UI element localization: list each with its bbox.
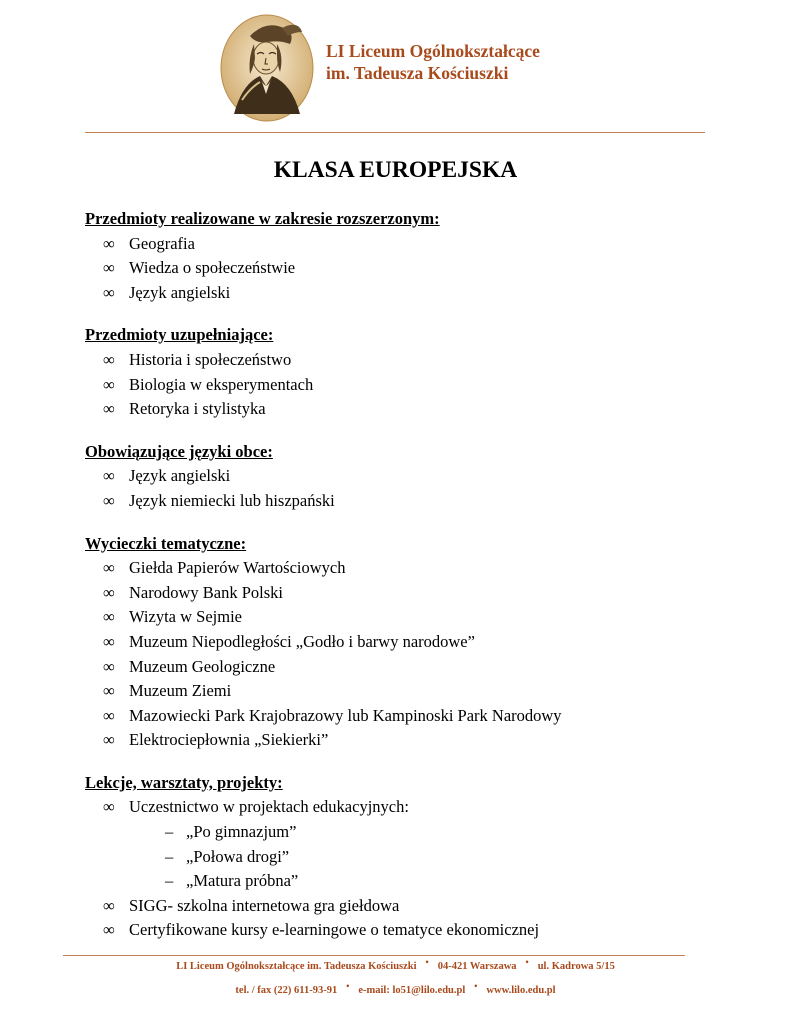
document-body bbox=[85, 207, 725, 943]
infinity-bullet-icon: ∞ bbox=[103, 631, 115, 651]
list-item-text: Uczestnictwo w projektach edukacyjnych: bbox=[129, 797, 409, 817]
footer-separator: • bbox=[425, 957, 429, 967]
dash-bullet-icon: – bbox=[165, 822, 174, 842]
infinity-bullet-icon: ∞ bbox=[103, 797, 115, 817]
school-name bbox=[326, 40, 540, 84]
bullet-list bbox=[85, 795, 725, 943]
list-item bbox=[85, 581, 725, 606]
list-item bbox=[85, 489, 725, 514]
sublist-item bbox=[85, 820, 725, 845]
infinity-bullet-icon: ∞ bbox=[103, 920, 115, 940]
infinity-bullet-icon: ∞ bbox=[103, 681, 115, 701]
infinity-bullet-icon: ∞ bbox=[103, 656, 115, 676]
footer-address bbox=[0, 957, 791, 972]
infinity-bullet-icon: ∞ bbox=[103, 399, 115, 419]
page-title: KLASA EUROPEJSKA bbox=[273, 157, 518, 183]
list-item bbox=[85, 918, 725, 943]
list-item-text: Certyfikowane kursy e-learningowe o tematyce ekonomicznej bbox=[129, 920, 540, 940]
list-item bbox=[85, 281, 725, 306]
dash-bullet-icon: – bbox=[165, 846, 174, 866]
list-item-text: Język angielski bbox=[129, 466, 231, 486]
infinity-bullet-icon: ∞ bbox=[103, 349, 115, 369]
infinity-bullet-icon: ∞ bbox=[103, 705, 115, 725]
list-item-text: Muzeum Niepodległości „Godło i barwy narodowe” bbox=[129, 631, 475, 651]
header-divider bbox=[85, 132, 705, 133]
list-item-text: Wiedza o społeczeństwie bbox=[129, 258, 296, 278]
section bbox=[85, 323, 725, 421]
sublist-item-text: „Po gimnazjum” bbox=[186, 822, 297, 842]
list-item-text: SIGG- szkolna internetowa gra giełdowa bbox=[129, 895, 400, 915]
list-item bbox=[85, 704, 725, 729]
section bbox=[85, 440, 725, 514]
section-heading: Wycieczki tematyczne: bbox=[85, 533, 247, 553]
footer-contact bbox=[0, 981, 791, 996]
footer-school-name: LI Liceum Ogólnokształcące im. Tadeusza Kościuszki bbox=[176, 961, 417, 972]
footer-street: ul. Kadrowa 5/15 bbox=[537, 961, 615, 972]
section bbox=[85, 771, 725, 943]
footer-phone: tel. / fax (22) 611-93-91 bbox=[235, 985, 338, 996]
list-item bbox=[85, 679, 725, 704]
footer-email[interactable]: e-mail: lo51@lilo.edu.pl bbox=[358, 985, 466, 996]
list-item-text: Biologia w eksperymentach bbox=[129, 374, 314, 394]
list-item bbox=[85, 655, 725, 680]
list-item-text: Geografia bbox=[129, 233, 195, 253]
footer-website[interactable]: www.lilo.edu.pl bbox=[486, 985, 556, 996]
section-heading: Przedmioty uzupełniające: bbox=[85, 325, 274, 345]
infinity-bullet-icon: ∞ bbox=[103, 558, 115, 578]
footer-separator: • bbox=[525, 957, 529, 967]
sublist-item bbox=[85, 845, 725, 870]
footer-separator: • bbox=[474, 981, 478, 991]
section bbox=[85, 207, 725, 305]
list-item-text: Język angielski bbox=[129, 282, 231, 302]
list-item-text: Giełda Papierów Wartościowych bbox=[129, 558, 346, 578]
section-heading: Przedmioty realizowane w zakresie rozszerzonym: bbox=[85, 209, 440, 228]
sublist-container bbox=[85, 820, 725, 894]
list-item bbox=[85, 397, 725, 422]
list-item bbox=[85, 256, 725, 281]
school-name-line1: LI Liceum Ogólnokształcące bbox=[326, 41, 540, 61]
list-item bbox=[85, 348, 725, 373]
list-item bbox=[85, 464, 725, 489]
footer-city: 04-421 Warszawa bbox=[437, 961, 517, 972]
section-heading: Obowiązujące języki obce: bbox=[85, 441, 273, 461]
kosciuszko-portrait-icon bbox=[220, 14, 314, 122]
infinity-bullet-icon: ∞ bbox=[103, 374, 115, 394]
list-item bbox=[85, 795, 725, 820]
bullet-list bbox=[85, 348, 725, 422]
infinity-bullet-icon: ∞ bbox=[103, 582, 115, 602]
infinity-bullet-icon: ∞ bbox=[103, 258, 115, 278]
list-item-text: Muzeum Ziemi bbox=[129, 681, 232, 701]
school-name-line2: im. Tadeusza Kościuszki bbox=[326, 63, 509, 83]
infinity-bullet-icon: ∞ bbox=[103, 607, 115, 627]
list-item bbox=[85, 373, 725, 398]
section bbox=[85, 532, 725, 753]
dash-bullet-icon: – bbox=[165, 871, 174, 891]
list-item-text: Wizyta w Sejmie bbox=[129, 607, 242, 627]
list-item bbox=[85, 894, 725, 919]
infinity-bullet-icon: ∞ bbox=[103, 895, 115, 915]
list-item-text: Narodowy Bank Polski bbox=[129, 582, 283, 602]
footer-separator: • bbox=[346, 981, 350, 991]
list-item bbox=[85, 630, 725, 655]
list-item-text: Język niemiecki lub hiszpański bbox=[129, 490, 335, 510]
footer-divider bbox=[63, 955, 685, 956]
list-item-text: Historia i społeczeństwo bbox=[129, 349, 292, 369]
section-heading: Lekcje, warsztaty, projekty: bbox=[85, 772, 283, 792]
list-item bbox=[85, 728, 725, 753]
list-item bbox=[85, 556, 725, 581]
list-item-text: Elektrociepłownia „Siekierki” bbox=[129, 730, 329, 750]
infinity-bullet-icon: ∞ bbox=[103, 466, 115, 486]
list-item bbox=[85, 232, 725, 257]
bullet-list bbox=[85, 464, 725, 513]
infinity-bullet-icon: ∞ bbox=[103, 730, 115, 750]
list-item bbox=[85, 605, 725, 630]
infinity-bullet-icon: ∞ bbox=[103, 233, 115, 253]
list-item-text: Muzeum Geologiczne bbox=[129, 656, 276, 676]
list-item-text: Mazowiecki Park Krajobrazowy lub Kampinoski Park Narodowy bbox=[129, 705, 562, 725]
list-item-text: Retoryka i stylistyka bbox=[129, 399, 266, 419]
infinity-bullet-icon: ∞ bbox=[103, 490, 115, 510]
bullet-list bbox=[85, 232, 725, 306]
dash-list bbox=[85, 820, 725, 894]
infinity-bullet-icon: ∞ bbox=[103, 282, 115, 302]
sublist-item-text: „Matura próbna” bbox=[186, 871, 299, 891]
sublist-item bbox=[85, 869, 725, 894]
bullet-list bbox=[85, 556, 725, 753]
sublist-item-text: „Połowa drogi” bbox=[186, 846, 290, 866]
